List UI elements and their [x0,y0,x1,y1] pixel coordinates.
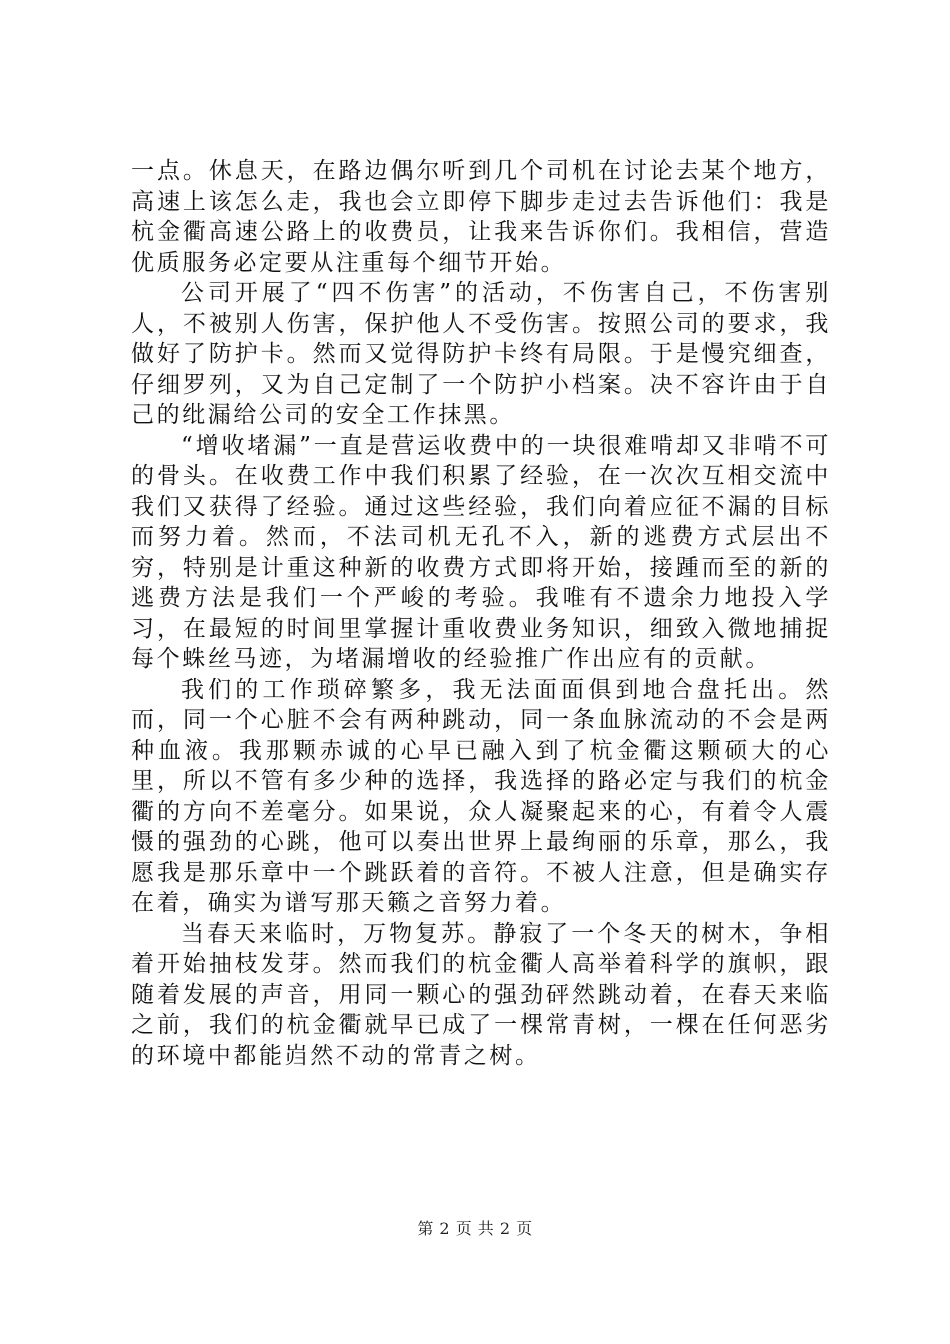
page-footer: 第 2 页 共 2 页 [417,1219,533,1238]
paragraph-2: 公司开展了“四不伤害”的活动，不伤害自己，不伤害别人，不被别人伤害，保护他人不受伤害。按照公司的要求，我做好了防护卡。然而又觉得防护卡终有局限。于是慢究细查，仔细罗列，又为自己定制了一个防护小档案。决不容许由于自己的纰漏给公司的安全工作抹黑。 [131,280,831,428]
paragraph-1: 一点。休息天，在路边偶尔听到几个司机在讨论去某个地方，高速上该怎么走，我也会立即停下脚步走过去告诉他们：我是杭金衢高速公路上的收费员，让我来告诉你们。我相信，营造优质服务必定要从注重每个细节开始。 [131,158,831,276]
document-body [131,156,831,1071]
paragraph-3: “增收堵漏”一直是营运收费中的一块很难啃却又非啃不可的骨头。在收费工作中我们积累了经验，在一次次互相交流中我们又获得了经验。通过这些经验，我们向着应征不漏的目标而努力着。然而，不法司机无孔不入，新的逃费方式层出不穷，特别是计重这种新的收费方式即将开始，接踵而至的新的逃费方法是我们一个严峻的考验。我唯有不遗余力地投入学习，在最短的时间里掌握计重收费业务知识，细致入微地捕捉每个蛛丝马迹，为堵漏增收的经验推广作出应有的贡献。 [131,432,831,672]
paragraph-5: 当春天来临时，万物复苏。静寂了一个冬天的树木，争相着开始抽枝发芽。然而我们的杭金衢人高举着科学的旗帜，跟随着发展的声音，用同一颗心的强劲砰然跳动着，在春天来临之前，我们的杭金衢就早已成了一棵常青树，一棵在任何恶劣的环境中都能岿然不动的常青之树。 [131,920,831,1069]
paragraph-4: 我们的工作琐碎繁多，我无法面面俱到地合盘托出。然而，同一个心脏不会有两种跳动，同一条血脉流动的不会是两种血液。我那颗赤诚的心早已融入到了杭金衢这颗硕大的心里，所以不管有多少种的选择，我选择的路必定与我们的杭金衢的方向不差毫分。如果说，众人凝聚起来的心，有着令人震慑的强劲的心跳，他可以奏出世界上最绚丽的乐章，那么，我愿我是那乐章中一个跳跃着的音符。不被人注意，但是确实存在着，确实为谱写那天籁之音努力着。 [131,676,831,916]
